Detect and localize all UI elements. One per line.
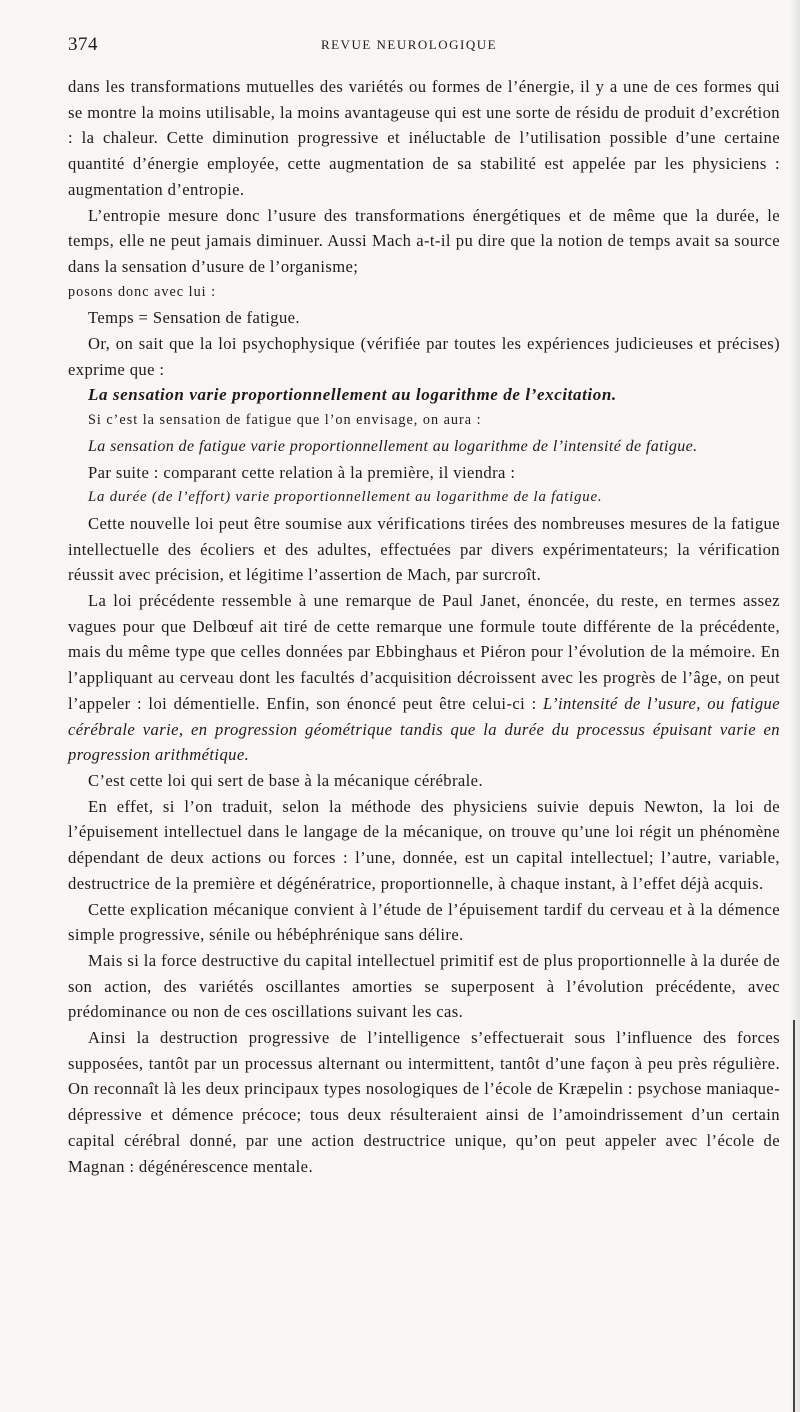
law-sensation: La sensation varie proportionnellement au logarithme de l’excitation.	[88, 385, 617, 405]
page-number: 374	[68, 34, 98, 55]
page-edge-shadow	[790, 0, 800, 1412]
paragraph-entropy: L’entropie mesure donc l’usure des transformations énergétiques et de même que la durée, le temps, elle ne peut jamais diminuer. Aussi Mach a-t-il pu dire que la notion de temps avait sa source dans la sensation d’usure de l’organisme;	[68, 205, 780, 276]
law-duree: La durée (de l’effort) varie proportionnellement au logarithme de la fatigue.	[88, 489, 603, 506]
paragraph-kraepelin: Ainsi la destruction progressive de l’intelligence s’effectuerait sous l’influence des forces supposées, tantôt par un processus alternant ou intermittent, tantôt d’une façon à peu près régulière. On reconnaît là les deux principaux types nosologiques de l’école de Kræpelin : psychose maniaque-dépressive et démence précoce; tous deux résulteraient ainsi de l’amoindrissement d’un certain capital cérébral donné, par une action destructrice unique, qu’on peut appeler avec l’école de Magnan : dégénérescence mentale.	[68, 1028, 780, 1176]
paragraph-par-suite: Par suite : comparant cette relation à la première, il viendra :	[88, 462, 516, 482]
paragraph-explication: Cette explication mécanique convient à l’étude de l’épuisement tardif du cerveau et à la démence simple progressive, sénile ou hébéphrénique sans délire.	[68, 899, 780, 945]
paragraph-oscillations: Mais si la force destructive du capital intellectuel primitif est de plus proportionnelle à la durée de son action, des variétés oscillantes amorties se superposent à l’évolution précédente, avec prédominance ou non de ces oscillations suivant les cas.	[68, 950, 780, 1022]
formula-temps: Temps = Sensation de fatigue.	[88, 308, 300, 328]
paragraph-posons: posons donc avec lui :	[68, 283, 217, 300]
paragraph-psychophysique: Or, on sait que la loi psychophysique (vérifiée par toutes les expériences judicieuses et précises) exprime que :	[68, 334, 780, 379]
paragraph-janet	[68, 588, 780, 768]
paragraph-newton: En effet, si l’on traduit, selon la méthode des physiciens suivie depuis Newton, la loi de l’épuisement intellectuel dans le langage de la mécanique, on trouve qu’une loi régit un phénomène dépendant de deux actions ou forces : l’une, donnée, est un capital intellectuel; l’autre, variable, destructrice de la première et dégénératrice, proportionnelle, à chaque instant, à l’effet déjà acquis.	[68, 796, 780, 893]
page-edge-line	[793, 1020, 795, 1412]
page-header	[68, 34, 750, 62]
running-head: REVUE NEUROLOGIQUE	[320, 37, 498, 52]
paragraph-energy: dans les transformations mutuelles des variétés ou formes de l’énergie, il y a une de ces formes qui se montre la moins utilisable, la moins avantageuse qui est une sorte de résidu de produit d’excrétion : la chaleur. Cette diminution progressive et inéluctable de l’utilisation possible d’une certaine quantité d’énergie employée, cette augmentation de sa stabilité est appelée par les physiciens : augmentation d’entropie.	[68, 77, 780, 199]
paragraph-mecanique: C’est cette loi qui sert de base à la mécanique cérébrale.	[88, 770, 483, 790]
paragraph-fatigue-intro: Si c’est la sensation de fatigue que l’on envisage, on aura :	[88, 412, 482, 429]
paragraph-verification: Cette nouvelle loi peut être soumise aux vérifications tirées des nombreuses mesures de la fatigue intellectuelle des écoliers et des adultes, effectuées par divers expérimentateurs; la vérification réussit avec précision, et légitime l’assertion de Mach, par surcroît.	[68, 513, 780, 585]
body-text	[68, 74, 780, 1179]
paragraph-janet-text: La loi précédente ressemble à une remarque de Paul Janet, énoncée, du reste, en termes assez vagues pour que Delbœuf ait tiré de cette remarque une formule toute différente de la précédente, mais du même type que celles données par Ebbinghaus et Piéron pour l’évolution de la mémoire. En l’appliquant au cerveau dont les facultés d’acquisition décroissent avec les progrès de l’âge, on peut l’appeler : loi démentielle. Enfin, son énoncé peut être celui-ci :	[68, 591, 780, 713]
law-demence: L’intensité de l’usure, ou fatigue cérébrale varie, en progression géométrique tandis que la durée du processus épuisant varie en progression arithmétique.	[68, 693, 780, 765]
law-fatigue: La sensation de fatigue varie proportionnellement au logarithme de l’intensité de fatigue.	[88, 437, 698, 455]
